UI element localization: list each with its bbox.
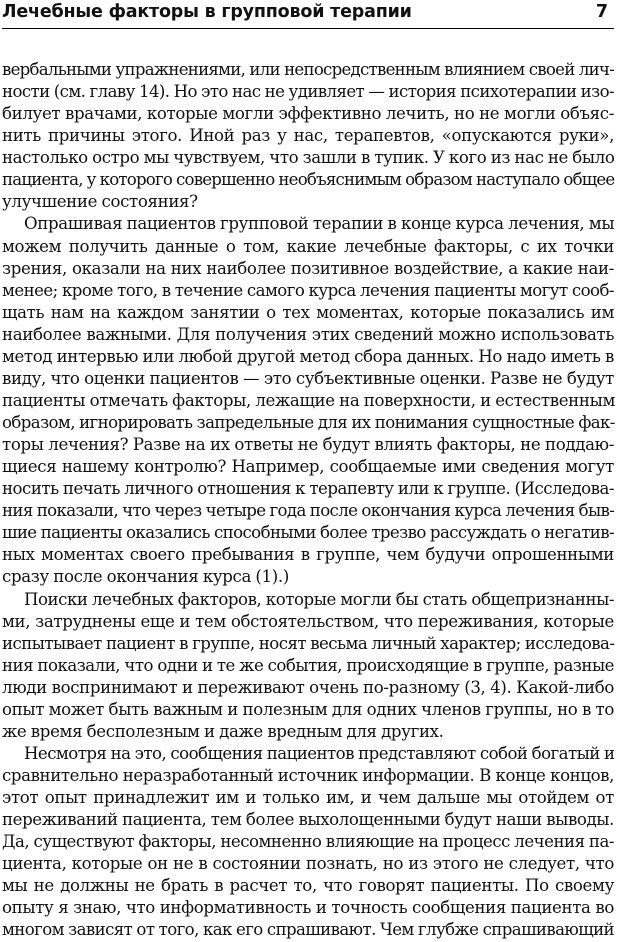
text-line: наиболее важными. Для получения этих сведений можно использовать [2, 324, 614, 344]
text-line: торы лечения? Разве на их ответы не будут влиять факторы, не поддаю- [2, 435, 614, 455]
text-line: циента, которые он не в состоянии познать, но из этого не следует, что [2, 854, 614, 874]
text-line: же время бесполезным и даже вредным для других. [2, 721, 444, 741]
page-number: 7 [595, 2, 608, 22]
page-header [2, 0, 614, 29]
text-line: носить печать личного отношения к терапевту или к группе. (Исследова- [2, 479, 614, 499]
text-line: щиеся нашему контролю? Например, сообщаемые ими сведения могут [2, 457, 614, 477]
text-line: опыту я знаю, что информативность и точность сообщения пациента во [2, 898, 614, 918]
running-title: Лечебные факторы в групповой терапии [2, 2, 412, 22]
text-line: переживаний пациента, тем более выхолощенными будут наши выводы. [2, 810, 614, 830]
text-line: ния показали, что через четыре года после окончания курса лечения быв- [2, 501, 615, 521]
text-line: можем получить данные о том, какие лечебные факторы, с их точки [2, 236, 614, 256]
text-line: ми, затруднены еще и тем обстоятельством, что переживания, которые [2, 611, 614, 631]
text-line: виду, что оценки пациентов — это субъективные оценки. Разве не будут [2, 368, 614, 388]
text-line: нить причины этого. Иной раз у нас, терапевтов, «опускаются руки», [2, 126, 614, 146]
text-line: ния показали, что одни и те же события, происходящие в группе, разные [2, 655, 614, 675]
text-line: зрения, оказали на них наиболее позитивное воздействие, а какие наи- [2, 258, 614, 278]
text-line: Поиски лечебных факторов, которые могли бы стать общепризнанны- [24, 589, 614, 609]
text-line: ных моментах своего пребывания в группе, чем будучи опрошенными [2, 545, 614, 565]
text-line: настолько остро мы чувствуем, что зашли в тупик. У кого из нас не было [2, 148, 615, 168]
text-line: вербальными упражнениями, или непосредственным влиянием своей лич- [2, 60, 614, 79]
text-line: опыт может быть важным и полезным для одних членов группы, но в то [2, 699, 614, 719]
text-line: щать нам на каждом занятии о тех моментах, которые показались им [2, 302, 614, 322]
text-line: Опрашивая пациентов групповой терапии в конце курса лечения, мы [24, 214, 615, 234]
text-line: пациента, у которого совершенно необъяснимым образом наступало общее [2, 170, 615, 190]
text-line: образом, игнорировать запредельные для их понимания сущностные фак- [2, 413, 615, 432]
text-line: мы не должны не брать в расчет то, что говорят пациенты. По своему [2, 876, 614, 896]
text-line: сравнительно неразработанный источник информации. В конце концов, [2, 766, 614, 785]
text-line: многом зависят от того, как его спрашивают. Чем глубже спрашивающий [2, 920, 614, 940]
text-line: сразу после окончания курса (1).) [2, 567, 289, 587]
text-line: билует врачами, которые могли эффективно лечить, но не могли объяс- [2, 104, 614, 124]
text-line: этот опыт принадлежит им и только им, и чем дальше мы отойдем от [2, 788, 614, 808]
text-line: Да, существуют факторы, несомненно влияющие на процесс лечения па- [2, 832, 614, 852]
text-line: пациенты отмечать факторы, лежащие на поверхности, и естественным [2, 390, 615, 410]
text-line: люди воспринимают и переживают очень по-разному (3, 4). Какой-либо [2, 677, 614, 697]
text-line: испытывает пациент в группе, носят весьма личный характер; исследова- [2, 633, 615, 653]
text-line: Несмотря на это, сообщения пациентов представляют собой богатый и [24, 743, 615, 763]
text-line: улучшение состояния? [2, 192, 198, 212]
text-line: менее; кроме того, в течение самого курса лечения пациенты могут сооб- [2, 280, 614, 300]
text-line: шие пациенты оказались способными более трезво рассуждать о негатив- [2, 523, 614, 543]
text-line: ности (см. главу 14). Но это нас не удивляет — история психотерапии изо- [2, 82, 614, 102]
body-text [2, 59, 614, 942]
text-line: метод интервью или любой другой метод сбора данных. Но надо иметь в [2, 346, 614, 366]
